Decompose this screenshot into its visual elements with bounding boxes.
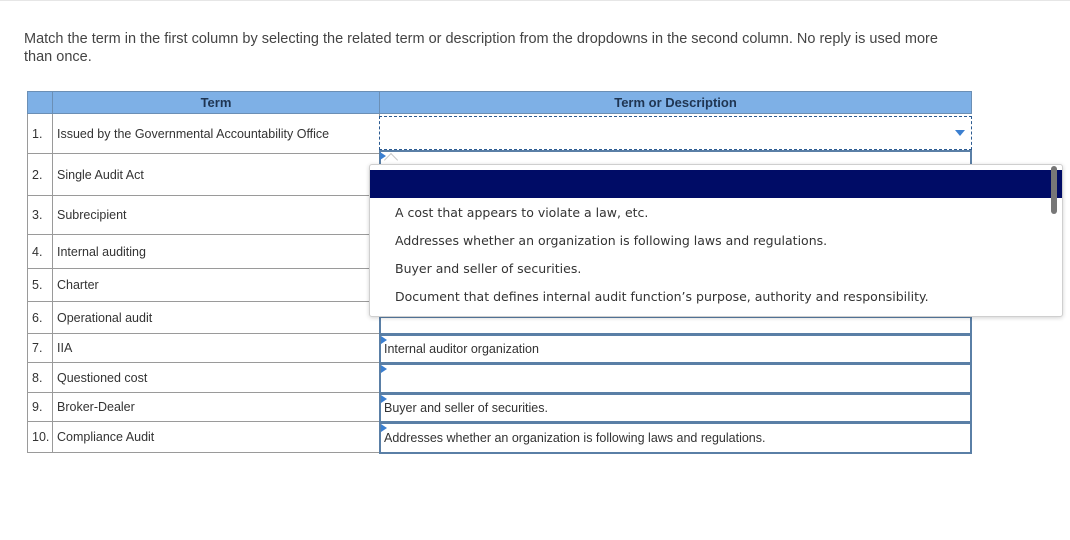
table-row xyxy=(27,269,380,302)
answer-text: Internal auditor organization xyxy=(384,342,539,356)
answer-marker-icon xyxy=(381,424,387,432)
dropdown-list xyxy=(369,164,1063,317)
table-row xyxy=(27,363,380,393)
row-term: Subrecipient xyxy=(57,208,127,222)
row-term: Compliance Audit xyxy=(57,430,155,444)
dropdown-option[interactable]: Addresses whether an organization is following laws and regulations. xyxy=(395,233,828,248)
dropdown-option[interactable]: A cost that appears to violate a law, etc. xyxy=(395,205,649,220)
header-term-or-description: Term or Description xyxy=(379,91,972,114)
dropdown-scrollbar[interactable] xyxy=(1051,166,1057,214)
answer-marker-icon xyxy=(381,336,387,344)
dropdown-option[interactable]: Document that defines internal audit function’s purpose, authority and responsibility. xyxy=(395,289,929,304)
row-term: Operational audit xyxy=(57,310,153,325)
row-term: Internal auditing xyxy=(57,244,146,259)
row-term: Broker-Dealer xyxy=(57,400,135,414)
header-term: Term xyxy=(52,91,380,114)
row-term: Charter xyxy=(57,278,99,292)
row-number: 5. xyxy=(28,269,53,301)
answer-dropdown-1[interactable] xyxy=(379,116,972,150)
top-divider xyxy=(0,0,1070,1)
table-row xyxy=(27,196,380,235)
answer-dropdown-9[interactable] xyxy=(379,393,972,423)
table-row xyxy=(27,334,380,363)
table-row xyxy=(27,302,380,334)
row-term: IIA xyxy=(57,341,73,355)
row-number: 6. xyxy=(28,302,53,333)
header-number-cell xyxy=(27,91,53,114)
row-number: 8. xyxy=(28,363,53,392)
row-term: Issued by the Governmental Accountability Office xyxy=(57,126,330,141)
table-row xyxy=(27,422,380,453)
table-row xyxy=(27,235,380,269)
row-term: Questioned cost xyxy=(57,370,148,385)
row-number: 1. xyxy=(28,114,53,153)
row-number: 3. xyxy=(28,196,53,234)
table-row xyxy=(27,393,380,422)
row-number: 4. xyxy=(28,235,53,268)
dropdown-option-selected[interactable] xyxy=(370,170,1063,198)
answer-marker-icon xyxy=(381,365,387,373)
row-number: 2. xyxy=(28,154,53,195)
chevron-down-icon[interactable] xyxy=(955,130,965,136)
answer-dropdown-7[interactable] xyxy=(379,334,972,364)
answer-dropdown-6[interactable] xyxy=(379,316,972,335)
dropdown-option[interactable]: Buyer and seller of securities. xyxy=(395,261,582,276)
answer-dropdown-10[interactable] xyxy=(379,422,972,454)
answer-text: Buyer and seller of securities. xyxy=(384,401,548,415)
table-row xyxy=(27,154,380,196)
answer-text: Addresses whether an organization is following laws and regulations. xyxy=(384,431,766,445)
answer-dropdown-8[interactable] xyxy=(379,363,972,394)
row-term: Single Audit Act xyxy=(57,167,144,182)
answer-marker-icon xyxy=(381,395,387,403)
instructions-text: Match the term in the first column by selecting the related term or description from the dropdowns in the second column. No reply is used more than once. xyxy=(24,31,938,65)
row-number: 9. xyxy=(28,393,53,421)
row-number: 7. xyxy=(28,334,53,362)
row-number: 10. xyxy=(28,422,53,452)
table-row xyxy=(27,114,380,154)
